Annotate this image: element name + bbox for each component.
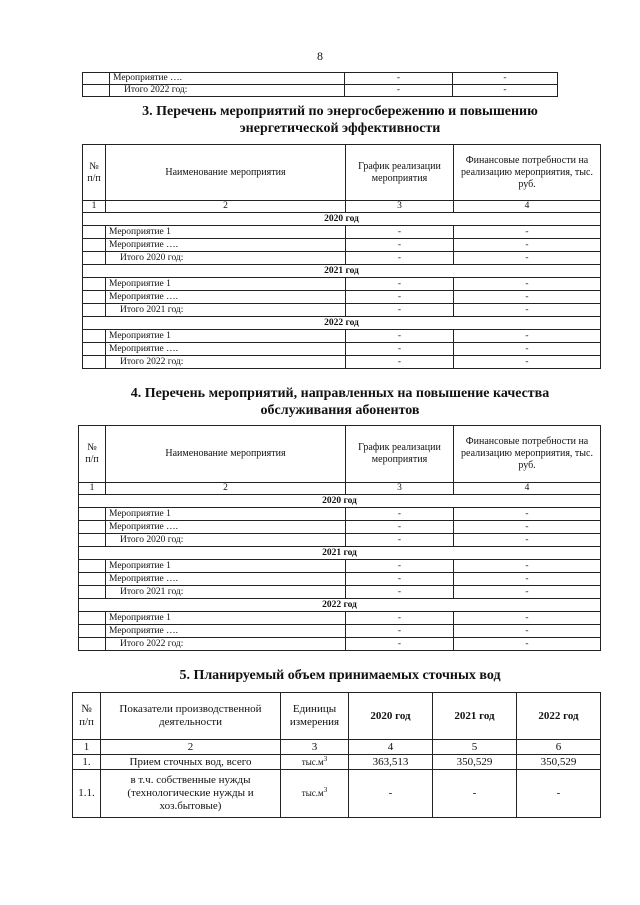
index-row bbox=[79, 483, 601, 495]
col-header-name: Наименование мероприятия bbox=[106, 426, 346, 483]
activity-name: Мероприятие 1 bbox=[106, 278, 346, 291]
activity-name: Мероприятие 1 bbox=[106, 330, 346, 343]
year-label: 2021 год bbox=[79, 547, 601, 560]
year-label: 2022 год bbox=[79, 599, 601, 612]
activity-name: Мероприятие 1 bbox=[106, 560, 346, 573]
table-row bbox=[79, 612, 601, 625]
finance-cell: - bbox=[454, 304, 601, 317]
schedule-cell: - bbox=[346, 330, 454, 343]
index-cell: 1 bbox=[73, 740, 101, 755]
index-cell: 1 bbox=[83, 201, 106, 213]
total-label: Итого 2020 год: bbox=[106, 252, 346, 265]
finance-cell: - bbox=[454, 278, 601, 291]
col-header-name: Наименование мероприятия bbox=[106, 145, 346, 201]
schedule-cell: - bbox=[346, 521, 454, 534]
unit-cell: $тыс.м^3$ bbox=[281, 770, 349, 818]
schedule-cell: - bbox=[346, 534, 454, 547]
finance-cell: - bbox=[454, 521, 601, 534]
header-row bbox=[79, 426, 601, 483]
finance-cell: - bbox=[454, 239, 601, 252]
table-row bbox=[79, 560, 601, 573]
finance-cell: - bbox=[454, 638, 601, 651]
col-header-2022: 2022 год bbox=[517, 693, 601, 740]
section-4-title-line2: обслуживания абонентов bbox=[260, 403, 420, 418]
total-label: Итого 2022 год: bbox=[106, 356, 346, 369]
wastewater-volume-table bbox=[72, 692, 601, 818]
value-2021: 350,529 bbox=[433, 755, 517, 770]
finance-cell: - bbox=[454, 343, 601, 356]
page-number: 8 bbox=[317, 49, 323, 63]
col-header-finance: Финансовые потребности на реализацию мероприятия, тыс. руб. bbox=[454, 145, 601, 201]
year-label: 2020 год bbox=[79, 495, 601, 508]
activity-name: Мероприятие …. bbox=[106, 291, 346, 304]
row-number: 1.1. bbox=[73, 770, 101, 818]
schedule-cell: - bbox=[346, 586, 454, 599]
schedule-cell: - bbox=[346, 625, 454, 638]
col-header-num: № п/п bbox=[83, 145, 106, 201]
activity-name: Мероприятие 1 bbox=[106, 226, 346, 239]
section-3-title-line1: 3. Перечень мероприятий по энергосбережению и повышению bbox=[142, 104, 538, 119]
activity-name: Мероприятие …. bbox=[106, 521, 346, 534]
index-cell: 5 bbox=[433, 740, 517, 755]
table-row bbox=[79, 586, 601, 599]
table-row bbox=[83, 291, 601, 304]
total-label: Итого 2020 год: bbox=[106, 534, 346, 547]
finance-cell: - bbox=[454, 586, 601, 599]
table-row bbox=[83, 278, 601, 291]
index-cell: 2 bbox=[106, 201, 346, 213]
finance-cell: - bbox=[453, 73, 558, 85]
year-label: 2022 год bbox=[83, 317, 601, 330]
schedule-cell: - bbox=[345, 85, 453, 97]
year-label: 2021 год bbox=[83, 265, 601, 278]
energy-saving-table bbox=[82, 144, 601, 369]
year-row bbox=[79, 599, 601, 612]
year-row bbox=[83, 265, 601, 278]
value-2020: - bbox=[349, 770, 433, 818]
activity-name: Мероприятие 1 bbox=[106, 612, 346, 625]
col-header-num: № п/п bbox=[73, 693, 101, 740]
section-3-title-line2: энергетической эффективности bbox=[239, 121, 441, 136]
schedule-cell: - bbox=[346, 278, 454, 291]
table-row bbox=[73, 770, 601, 818]
finance-cell: - bbox=[453, 85, 558, 97]
finance-cell: - bbox=[454, 356, 601, 369]
year-row bbox=[79, 495, 601, 508]
index-cell: 4 bbox=[454, 483, 601, 495]
schedule-cell: - bbox=[346, 612, 454, 625]
header-row bbox=[73, 693, 601, 740]
finance-cell: - bbox=[454, 226, 601, 239]
value-2022: 350,529 bbox=[517, 755, 601, 770]
year-row bbox=[83, 213, 601, 226]
activity-name: Мероприятие …. bbox=[106, 239, 346, 252]
finance-cell: - bbox=[454, 508, 601, 521]
total-label: Итого 2021 год: bbox=[106, 586, 346, 599]
index-cell: 3 bbox=[346, 201, 454, 213]
row-number: 1. bbox=[73, 755, 101, 770]
col-header-finance: Финансовые потребности на реализацию мероприятия, тыс. руб. bbox=[454, 426, 601, 483]
value-2020: 363,513 bbox=[349, 755, 433, 770]
activity-name: Мероприятие …. bbox=[106, 573, 346, 586]
finance-cell: - bbox=[454, 625, 601, 638]
col-header-2020: 2020 год bbox=[349, 693, 433, 740]
index-cell: 4 bbox=[454, 201, 601, 213]
col-header-indicator: Показатели производственной деятельности bbox=[101, 693, 281, 740]
schedule-cell: - bbox=[346, 239, 454, 252]
year-row bbox=[83, 317, 601, 330]
table-row bbox=[79, 625, 601, 638]
schedule-cell: - bbox=[346, 356, 454, 369]
col-header-schedule: График реализации мероприятия bbox=[346, 145, 454, 201]
schedule-cell: - bbox=[346, 508, 454, 521]
total-label: Итого 2022 год: bbox=[110, 85, 345, 97]
schedule-cell: - bbox=[346, 304, 454, 317]
schedule-cell: - bbox=[346, 638, 454, 651]
schedule-cell: - bbox=[345, 73, 453, 85]
index-row bbox=[73, 740, 601, 755]
table-row bbox=[79, 508, 601, 521]
table-row bbox=[73, 755, 601, 770]
col-header-unit: Единицы измерения bbox=[281, 693, 349, 740]
indicator-name: Прием сточных вод, всего bbox=[101, 755, 281, 770]
finance-cell: - bbox=[454, 560, 601, 573]
top-continuation-table bbox=[82, 72, 558, 97]
schedule-cell: - bbox=[346, 560, 454, 573]
schedule-cell: - bbox=[346, 226, 454, 239]
activity-name: Мероприятие …. bbox=[106, 343, 346, 356]
section-5-title: 5. Планируемый объем принимаемых сточных вод bbox=[179, 668, 501, 683]
index-cell: 2 bbox=[101, 740, 281, 755]
year-row bbox=[79, 547, 601, 560]
index-cell: 2 bbox=[106, 483, 346, 495]
finance-cell: - bbox=[454, 534, 601, 547]
indicator-name: в т.ч. собственные нужды (технологические нужды и хоз.бытовые) bbox=[101, 770, 281, 818]
col-header-schedule: График реализации мероприятия bbox=[346, 426, 454, 483]
finance-cell: - bbox=[454, 330, 601, 343]
index-cell: 6 bbox=[517, 740, 601, 755]
section-4-title-line1: 4. Перечень мероприятий, направленных на повышение качества bbox=[130, 386, 550, 401]
header-row bbox=[83, 145, 601, 201]
table-row bbox=[83, 85, 558, 97]
schedule-cell: - bbox=[346, 343, 454, 356]
total-label: Итого 2021 год: bbox=[106, 304, 346, 317]
table-row bbox=[83, 343, 601, 356]
table-row bbox=[83, 356, 601, 369]
finance-cell: - bbox=[454, 252, 601, 265]
table-row bbox=[83, 226, 601, 239]
finance-cell: - bbox=[454, 291, 601, 304]
col-header-num: № п/п bbox=[79, 426, 106, 483]
col-header-2021: 2021 год bbox=[433, 693, 517, 740]
index-row bbox=[83, 201, 601, 213]
table-row bbox=[83, 73, 558, 85]
index-cell: 3 bbox=[281, 740, 349, 755]
finance-cell: - bbox=[454, 573, 601, 586]
finance-cell: - bbox=[454, 612, 601, 625]
table-row bbox=[83, 330, 601, 343]
total-label: Итого 2022 год: bbox=[106, 638, 346, 651]
schedule-cell: - bbox=[346, 291, 454, 304]
value-2021: - bbox=[433, 770, 517, 818]
table-row bbox=[83, 304, 601, 317]
activity-name: Мероприятие 1 bbox=[106, 508, 346, 521]
schedule-cell: - bbox=[346, 573, 454, 586]
table-row bbox=[83, 239, 601, 252]
table-row bbox=[79, 521, 601, 534]
value-2022: - bbox=[517, 770, 601, 818]
index-cell: 3 bbox=[346, 483, 454, 495]
table-row bbox=[79, 638, 601, 651]
index-cell: 1 bbox=[79, 483, 106, 495]
service-quality-table bbox=[78, 425, 601, 651]
activity-name: Мероприятие …. bbox=[110, 73, 345, 85]
schedule-cell: - bbox=[346, 252, 454, 265]
unit-cell: $тыс.м^3$ bbox=[281, 755, 349, 770]
table-row bbox=[83, 252, 601, 265]
index-cell: 4 bbox=[349, 740, 433, 755]
year-label: 2020 год bbox=[83, 213, 601, 226]
activity-name: Мероприятие …. bbox=[106, 625, 346, 638]
table-row bbox=[79, 534, 601, 547]
table-row bbox=[79, 573, 601, 586]
